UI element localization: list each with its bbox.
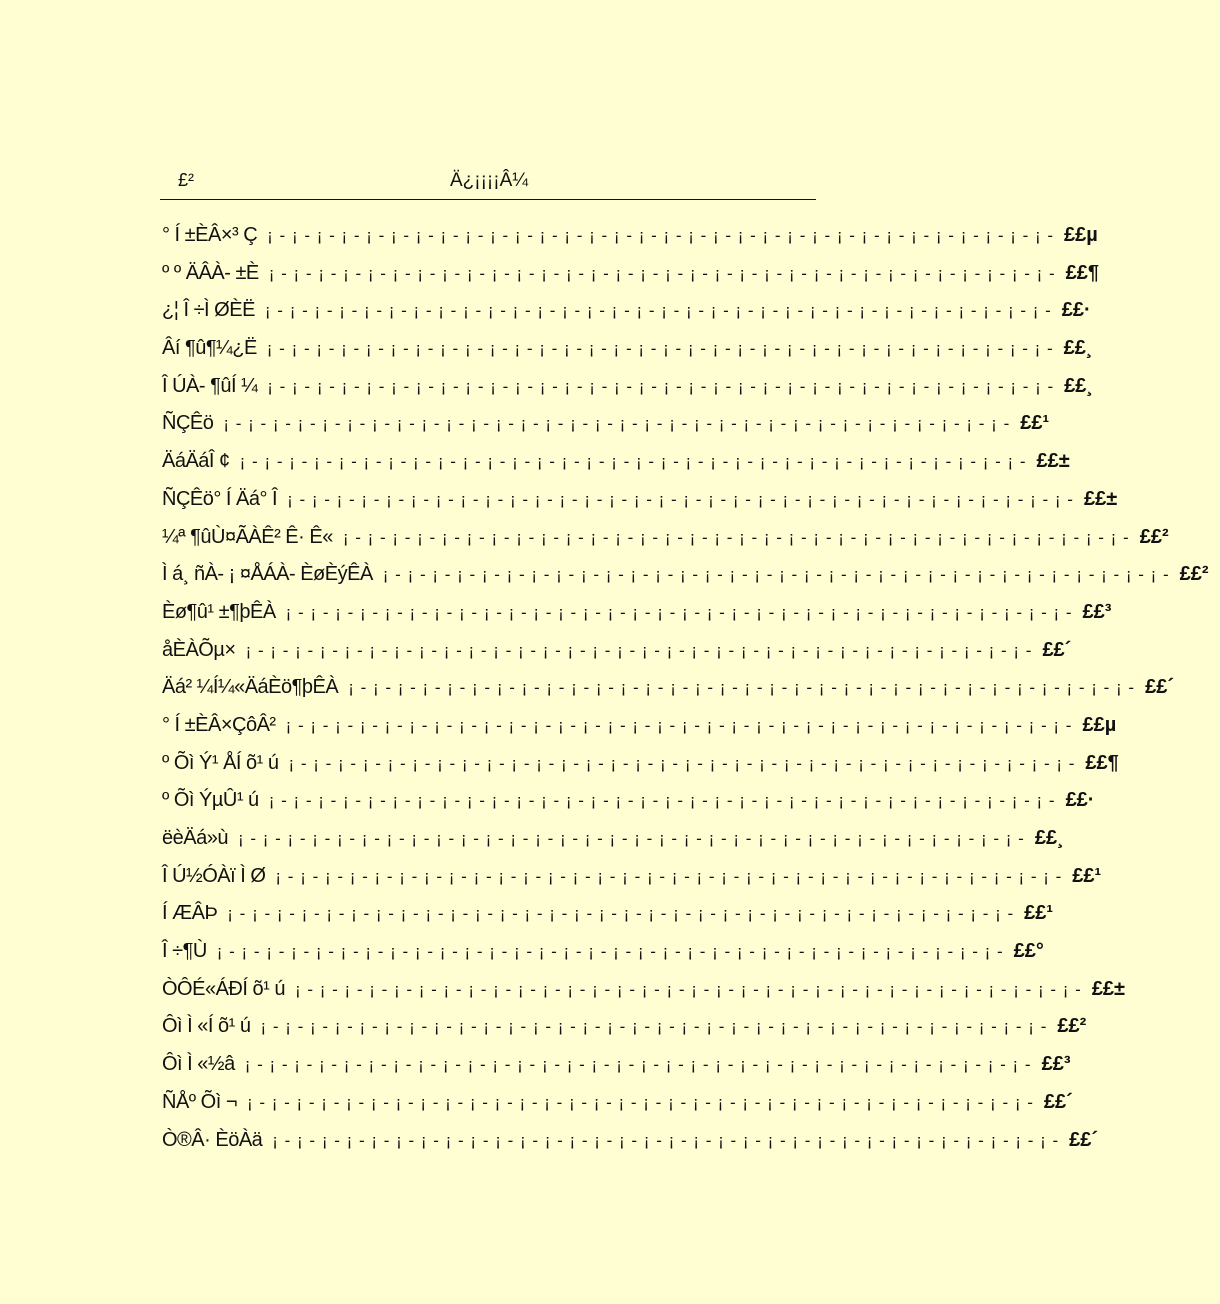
toc-entry-label: ÒÔÉ«ÁÐÍ õ¹ ú	[162, 977, 285, 1000]
dot-leader: ¡ - ¡ - ¡ - ¡ - ¡ - ¡ - ¡ - ¡ - ¡ - ¡ - ¡ - ¡ - ¡ - ¡ - ¡ - ¡ - ¡ - ¡ - ¡ - ¡ - ¡ - ¡ - ¡ - ¡ - ¡ - ¡ - ¡ - ¡ - ¡ - ¡ - ¡ - ¡ -	[285, 602, 1073, 622]
dot-leader: ¡ - ¡ - ¡ - ¡ - ¡ - ¡ - ¡ - ¡ - ¡ - ¡ - ¡ - ¡ - ¡ - ¡ - ¡ - ¡ - ¡ - ¡ - ¡ - ¡ - ¡ - ¡ - ¡ - ¡ - ¡ - ¡ - ¡ - ¡ - ¡ - ¡ - ¡ - ¡ -	[266, 339, 1054, 359]
toc-entry[interactable]	[162, 902, 1054, 940]
toc-entry[interactable]	[162, 600, 1112, 639]
toc-entry[interactable]	[162, 676, 1174, 714]
dot-leader: ¡ - ¡ - ¡ - ¡ - ¡ - ¡ - ¡ - ¡ - ¡ - ¡ - ¡ - ¡ - ¡ - ¡ - ¡ - ¡ - ¡ - ¡ - ¡ - ¡ - ¡ - ¡ - ¡ - ¡ - ¡ - ¡ - ¡ - ¡ - ¡ - ¡ - ¡ - ¡ -	[227, 904, 1015, 924]
toc-entry-label: ¿¦ Î ÷Ì ØÈË	[162, 299, 255, 322]
toc-entry-page: ££²	[1179, 563, 1209, 586]
toc-entry-page: ££±	[1036, 450, 1070, 473]
dot-leader: ¡ - ¡ - ¡ - ¡ - ¡ - ¡ - ¡ - ¡ - ¡ - ¡ - ¡ - ¡ - ¡ - ¡ - ¡ - ¡ - ¡ - ¡ - ¡ - ¡ - ¡ - ¡ - ¡ - ¡ - ¡ - ¡ - ¡ - ¡ - ¡ - ¡ - ¡ - ¡ -	[268, 791, 1056, 811]
toc-entry-page: ££²	[1057, 1015, 1087, 1038]
toc-entry[interactable]	[162, 299, 1091, 337]
toc-entry[interactable]	[162, 337, 1093, 375]
dot-leader: ¡ - ¡ - ¡ - ¡ - ¡ - ¡ - ¡ - ¡ - ¡ - ¡ - ¡ - ¡ - ¡ - ¡ - ¡ - ¡ - ¡ - ¡ - ¡ - ¡ - ¡ - ¡ - ¡ - ¡ - ¡ - ¡ - ¡ - ¡ - ¡ - ¡ - ¡ - ¡ -	[264, 301, 1052, 321]
toc-entry[interactable]	[162, 751, 1119, 790]
toc-entry[interactable]	[162, 450, 1070, 488]
dot-leader: ¡ - ¡ - ¡ - ¡ - ¡ - ¡ - ¡ - ¡ - ¡ - ¡ - ¡ - ¡ - ¡ - ¡ - ¡ - ¡ - ¡ - ¡ - ¡ - ¡ - ¡ - ¡ - ¡ - ¡ - ¡ - ¡ - ¡ - ¡ - ¡ - ¡ - ¡ - ¡ -	[294, 979, 1082, 999]
toc-entry-label: Î ÚÀ- ¶ûÍ ¼	[162, 374, 258, 397]
dot-leader: ¡ - ¡ - ¡ - ¡ - ¡ - ¡ - ¡ - ¡ - ¡ - ¡ - ¡ - ¡ - ¡ - ¡ - ¡ - ¡ - ¡ - ¡ - ¡ - ¡ - ¡ - ¡ - ¡ - ¡ - ¡ - ¡ - ¡ - ¡ - ¡ - ¡ - ¡ - ¡ -	[342, 527, 1130, 547]
toc-entry[interactable]	[162, 261, 1100, 300]
toc-entry-label: º º ÄÂÀ- ±È	[162, 261, 259, 284]
toc-entry-page: ££´	[1043, 1090, 1073, 1113]
toc-entry-label: Î ÷¶Ù	[162, 940, 207, 963]
toc-entry-label: Ôì Ì «Í õ¹ ú	[162, 1015, 251, 1038]
toc-entry[interactable]	[162, 563, 1209, 601]
dot-leader: ¡ - ¡ - ¡ - ¡ - ¡ - ¡ - ¡ - ¡ - ¡ - ¡ - ¡ - ¡ - ¡ - ¡ - ¡ - ¡ - ¡ - ¡ - ¡ - ¡ - ¡ - ¡ - ¡ - ¡ - ¡ - ¡ - ¡ - ¡ - ¡ - ¡ - ¡ - ¡ -	[267, 376, 1055, 396]
toc-entry-label: º Õì ÝµÛ¹ ú	[162, 789, 259, 812]
toc-entry-page: ££·	[1065, 789, 1095, 812]
toc-entry[interactable]	[162, 1053, 1071, 1091]
toc-entry-label: åÈÀÕµ×	[162, 638, 236, 661]
toc-entry[interactable]	[162, 1090, 1073, 1129]
toc-entry[interactable]	[162, 224, 1098, 262]
dot-leader: ¡ - ¡ - ¡ - ¡ - ¡ - ¡ - ¡ - ¡ - ¡ - ¡ - ¡ - ¡ - ¡ - ¡ - ¡ - ¡ - ¡ - ¡ - ¡ - ¡ - ¡ - ¡ - ¡ - ¡ - ¡ - ¡ - ¡ - ¡ - ¡ - ¡ - ¡ - ¡ -	[223, 414, 1011, 434]
toc-entry[interactable]	[162, 412, 1050, 450]
toc-entry-page: ££´	[1042, 638, 1072, 661]
toc-entry[interactable]	[162, 638, 1072, 677]
toc-entry-label: Í ÆÂÞ	[162, 902, 218, 925]
toc-entry-label: Ôì Ì «½â	[162, 1053, 235, 1076]
toc-entry-label: Ì á¸ ñÀ- ¡ ¤ÅÁÀ- ÈøÈýÊÀ	[162, 563, 373, 586]
toc-entry-label: ° Í ±ÈÂ×ÇôÂ²	[162, 713, 276, 736]
dot-leader: ¡ - ¡ - ¡ - ¡ - ¡ - ¡ - ¡ - ¡ - ¡ - ¡ - ¡ - ¡ - ¡ - ¡ - ¡ - ¡ - ¡ - ¡ - ¡ - ¡ - ¡ - ¡ - ¡ - ¡ - ¡ - ¡ - ¡ - ¡ - ¡ - ¡ - ¡ - ¡ -	[245, 640, 1033, 660]
toc-entry-page: ££·	[1061, 299, 1091, 322]
toc-entry-page: ££°	[1013, 940, 1044, 963]
toc-entry-page: ££¸	[1064, 374, 1094, 397]
dot-leader: ¡ - ¡ - ¡ - ¡ - ¡ - ¡ - ¡ - ¡ - ¡ - ¡ - ¡ - ¡ - ¡ - ¡ - ¡ - ¡ - ¡ - ¡ - ¡ - ¡ - ¡ - ¡ - ¡ - ¡ - ¡ - ¡ - ¡ - ¡ - ¡ - ¡ - ¡ - ¡ -	[288, 753, 1076, 773]
toc-entry[interactable]	[162, 487, 1118, 526]
toc-entry-page: ££±	[1091, 977, 1126, 1000]
toc-entry-page: ££³	[1041, 1053, 1071, 1076]
dot-leader: ¡ - ¡ - ¡ - ¡ - ¡ - ¡ - ¡ - ¡ - ¡ - ¡ - ¡ - ¡ - ¡ - ¡ - ¡ - ¡ - ¡ - ¡ - ¡ - ¡ - ¡ - ¡ - ¡ - ¡ - ¡ - ¡ - ¡ - ¡ - ¡ - ¡ - ¡ - ¡ -	[287, 489, 1074, 509]
dot-leader: ¡ - ¡ - ¡ - ¡ - ¡ - ¡ - ¡ - ¡ - ¡ - ¡ - ¡ - ¡ - ¡ - ¡ - ¡ - ¡ - ¡ - ¡ - ¡ - ¡ - ¡ - ¡ - ¡ - ¡ - ¡ - ¡ - ¡ - ¡ - ¡ - ¡ - ¡ - ¡ -	[268, 263, 1056, 283]
dot-leader: ¡ - ¡ - ¡ - ¡ - ¡ - ¡ - ¡ - ¡ - ¡ - ¡ - ¡ - ¡ - ¡ - ¡ - ¡ - ¡ - ¡ - ¡ - ¡ - ¡ - ¡ - ¡ - ¡ - ¡ - ¡ - ¡ - ¡ - ¡ - ¡ - ¡ - ¡ - ¡ -	[260, 1017, 1048, 1037]
toc-entry-label: ëèÄá»ù	[162, 827, 228, 849]
table-of-contents	[162, 224, 1209, 1166]
toc-entry-label: ° Í ±ÈÂ×³ Ç	[162, 224, 258, 246]
dot-leader: ¡ - ¡ - ¡ - ¡ - ¡ - ¡ - ¡ - ¡ - ¡ - ¡ - ¡ - ¡ - ¡ - ¡ - ¡ - ¡ - ¡ - ¡ - ¡ - ¡ - ¡ - ¡ - ¡ - ¡ - ¡ - ¡ - ¡ - ¡ - ¡ - ¡ - ¡ - ¡ -	[285, 715, 1073, 735]
dot-leader: ¡ - ¡ - ¡ - ¡ - ¡ - ¡ - ¡ - ¡ - ¡ - ¡ - ¡ - ¡ - ¡ - ¡ - ¡ - ¡ - ¡ - ¡ - ¡ - ¡ - ¡ - ¡ - ¡ - ¡ - ¡ - ¡ - ¡ - ¡ - ¡ - ¡ - ¡ - ¡ -	[247, 1092, 1034, 1112]
toc-entry-label: º Õì Ý¹ ÅÍ õ¹ ú	[162, 751, 279, 774]
toc-entry-page: ££¶	[1065, 261, 1100, 284]
toc-entry-page: ££¶	[1085, 751, 1119, 774]
dot-leader: ¡ - ¡ - ¡ - ¡ - ¡ - ¡ - ¡ - ¡ - ¡ - ¡ - ¡ - ¡ - ¡ - ¡ - ¡ - ¡ - ¡ - ¡ - ¡ - ¡ - ¡ - ¡ - ¡ - ¡ - ¡ - ¡ - ¡ - ¡ - ¡ - ¡ - ¡ - ¡ -	[382, 565, 1170, 585]
toc-entry-page: ££¸	[1034, 827, 1064, 849]
toc-entry[interactable]	[162, 940, 1044, 978]
dot-leader: ¡ - ¡ - ¡ - ¡ - ¡ - ¡ - ¡ - ¡ - ¡ - ¡ - ¡ - ¡ - ¡ - ¡ - ¡ - ¡ - ¡ - ¡ - ¡ - ¡ - ¡ - ¡ - ¡ - ¡ - ¡ - ¡ - ¡ - ¡ - ¡ - ¡ - ¡ - ¡ -	[216, 942, 1004, 962]
toc-entry-page: ££´	[1069, 1128, 1099, 1151]
toc-entry[interactable]	[162, 713, 1117, 752]
toc-entry-label: ¼ª ¶ûÙ¤ÃÀÊ² Ê· Ê«	[162, 525, 333, 548]
toc-entry-page: ££²	[1139, 525, 1169, 548]
page-number: £²	[178, 170, 195, 190]
toc-entry-page: ££±	[1083, 487, 1118, 510]
toc-entry[interactable]	[162, 827, 1064, 865]
toc-entry[interactable]	[162, 977, 1126, 1016]
dot-leader: ¡ - ¡ - ¡ - ¡ - ¡ - ¡ - ¡ - ¡ - ¡ - ¡ - ¡ - ¡ - ¡ - ¡ - ¡ - ¡ - ¡ - ¡ - ¡ - ¡ - ¡ - ¡ - ¡ - ¡ - ¡ - ¡ - ¡ - ¡ - ¡ - ¡ - ¡ - ¡ -	[272, 1130, 1060, 1150]
toc-entry-page: ££¸	[1063, 337, 1093, 360]
toc-entry-label: Î Ú½ÓÀï Ì Ø	[162, 864, 266, 887]
dot-leader: ¡ - ¡ - ¡ - ¡ - ¡ - ¡ - ¡ - ¡ - ¡ - ¡ - ¡ - ¡ - ¡ - ¡ - ¡ - ¡ - ¡ - ¡ - ¡ - ¡ - ¡ - ¡ - ¡ - ¡ - ¡ - ¡ - ¡ - ¡ - ¡ - ¡ - ¡ - ¡ -	[237, 829, 1025, 848]
toc-entry[interactable]	[162, 525, 1169, 564]
header-title: Ä¿¡¡¡¡Â¼	[450, 170, 529, 191]
toc-entry-page: ££´	[1145, 676, 1174, 699]
toc-entry[interactable]	[162, 1128, 1099, 1167]
toc-entry[interactable]	[162, 864, 1102, 903]
dot-leader: ¡ - ¡ - ¡ - ¡ - ¡ - ¡ - ¡ - ¡ - ¡ - ¡ - ¡ - ¡ - ¡ - ¡ - ¡ - ¡ - ¡ - ¡ - ¡ - ¡ - ¡ - ¡ - ¡ - ¡ - ¡ - ¡ - ¡ - ¡ - ¡ - ¡ - ¡ - ¡ -	[275, 866, 1063, 886]
toc-entry-page: ££µ	[1082, 713, 1117, 736]
toc-entry-page: ££³	[1082, 600, 1112, 623]
toc-entry-label: Äá² ¼Í¼«ÄáÈö¶þÊÀ	[162, 676, 339, 699]
toc-entry-page: ££¹	[1024, 902, 1054, 925]
toc-entry-page: ££¹	[1020, 412, 1050, 435]
toc-entry-page: ££µ	[1064, 224, 1098, 246]
toc-entry-label: ÑÇÊö° Í Äá° Î	[162, 487, 278, 510]
dot-leader: ¡ - ¡ - ¡ - ¡ - ¡ - ¡ - ¡ - ¡ - ¡ - ¡ - ¡ - ¡ - ¡ - ¡ - ¡ - ¡ - ¡ - ¡ - ¡ - ¡ - ¡ - ¡ - ¡ - ¡ - ¡ - ¡ - ¡ - ¡ - ¡ - ¡ - ¡ - ¡ -	[239, 452, 1027, 472]
toc-entry-label: Âí ¶û¶¼¿Ë	[162, 337, 257, 360]
toc-entry-label: ÑÇÊö	[162, 412, 214, 435]
toc-entry-page: ££¹	[1072, 864, 1102, 887]
toc-entry-label: Ò®Â· ÈöÀä	[162, 1128, 263, 1151]
toc-entry-label: ÄáÄáÎ ¢	[162, 450, 230, 473]
dot-leader: ¡ - ¡ - ¡ - ¡ - ¡ - ¡ - ¡ - ¡ - ¡ - ¡ - ¡ - ¡ - ¡ - ¡ - ¡ - ¡ - ¡ - ¡ - ¡ - ¡ - ¡ - ¡ - ¡ - ¡ - ¡ - ¡ - ¡ - ¡ - ¡ - ¡ - ¡ - ¡ -	[348, 678, 1136, 698]
toc-entry[interactable]	[162, 374, 1094, 413]
dot-leader: ¡ - ¡ - ¡ - ¡ - ¡ - ¡ - ¡ - ¡ - ¡ - ¡ - ¡ - ¡ - ¡ - ¡ - ¡ - ¡ - ¡ - ¡ - ¡ - ¡ - ¡ - ¡ - ¡ - ¡ - ¡ - ¡ - ¡ - ¡ - ¡ - ¡ - ¡ - ¡ -	[244, 1055, 1032, 1075]
dot-leader: ¡ - ¡ - ¡ - ¡ - ¡ - ¡ - ¡ - ¡ - ¡ - ¡ - ¡ - ¡ - ¡ - ¡ - ¡ - ¡ - ¡ - ¡ - ¡ - ¡ - ¡ - ¡ - ¡ - ¡ - ¡ - ¡ - ¡ - ¡ - ¡ - ¡ - ¡ - ¡ -	[267, 226, 1055, 245]
running-header	[160, 166, 816, 200]
toc-entry-label: ÑÅº Õì ¬	[162, 1090, 237, 1113]
toc-entry-label: Èø¶û¹ ±¶þÊÀ	[162, 600, 276, 623]
toc-entry[interactable]	[162, 1015, 1087, 1053]
toc-entry[interactable]	[162, 789, 1095, 827]
